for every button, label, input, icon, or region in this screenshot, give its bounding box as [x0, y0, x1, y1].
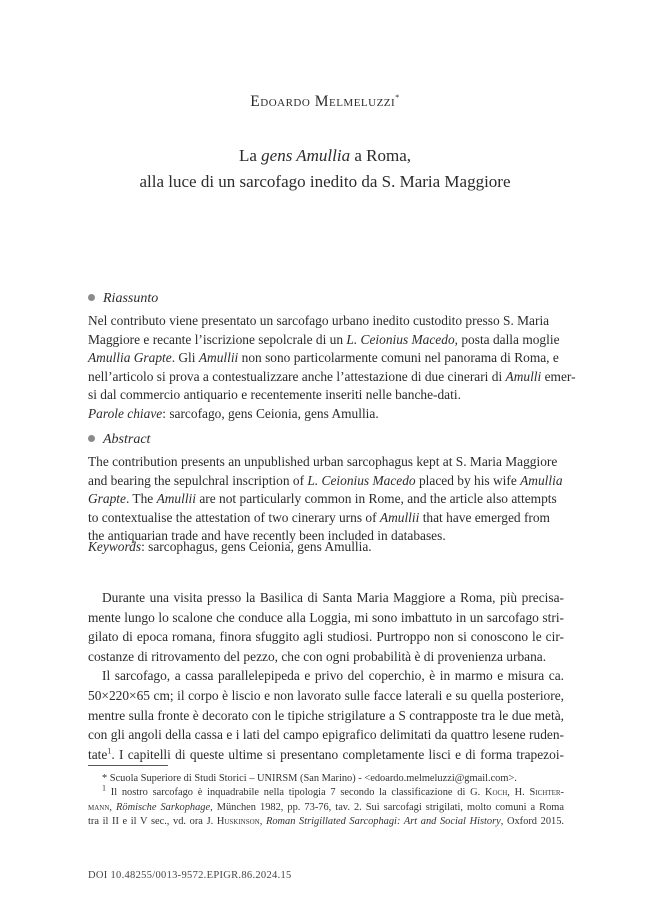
- footnote-1: $^1$ Il nostro sarcofago è inquadrabile nella tipologia 7 secondo la classificazione di G. Koch, H. Sichter-: [102, 783, 564, 799]
- footnote-ref: 1: [107, 746, 112, 756]
- body-line: con gli angoli della cassa e i lati del campo epigrafico delimitati da quattro lesene ruden-: [88, 727, 564, 743]
- body-line: mente lungo lo scalone che conduce alla Loggia, mi sono imbattuto in un sarcofago stri-: [88, 609, 564, 625]
- riassunto-text: Nel contributo viene presentato un sarcofago urbano inedito custodito presso S. Maria Maggiore e recante l’iscrizione sepolcrale di un L. Ceionius Macedo, posta dalla moglie Amullia Grapte. Gli Amullii non sono particolarmente comuni nel panorama di Roma, e nell’articolo si prova a contestualizzare anche l’attestazione di due cinerari di Amulli emer- si dal commercio antiquario e recentemente inseriti nelle banche-dati.: [88, 313, 576, 403]
- riassunto-keywords: Parole chiave: sarcofago, gens Ceionia, gens Amullia.: [88, 406, 379, 421]
- body-text: [88, 588, 564, 764]
- abstract-text: The contribution presents an unpublished urban sarcophagus kept at S. Maria Maggiore and bearing the sepulchral inscription of L. Ceionius Macedo placed by his wife Amullia Grapte. The Amullii are not particularly common in Rome, and the article also attempts to contextualise the attestation of two cinerary urns of Amullii that have emerged from the antiquarian trade and have recently been included in databases.: [88, 454, 563, 544]
- bullet-icon: [88, 435, 95, 442]
- author-footnote-mark: *: [395, 92, 400, 102]
- footnote-affiliation: * Scuola Superiore di Studi Storici – UNIRSM (San Marino) - <edoardo.melmeluzzi@gmail.com>.: [102, 773, 517, 784]
- title-line-2: alla luce di un sarcofago inedito da S. Maria Maggiore: [139, 172, 511, 191]
- body-line: mentre sulla fronte è decorato con le tipiche strigilature a S contrapposte tra le due metà,: [88, 707, 564, 723]
- abstract-heading: Abstract: [88, 432, 150, 448]
- body-line: Il sarcofago, a cassa parallelepipeda e privo del coperchio, è in marmo e misura ca.: [102, 668, 564, 684]
- title-line-1: La gens Amullia a Roma,: [238, 146, 412, 165]
- footnote-separator: [88, 765, 168, 766]
- author-name: Edoardo Melmeluzzi*: [250, 92, 400, 110]
- body-line: costanze di ritrovamento del pezzo, che con ogni probabilità è di provenienza urbana.: [88, 648, 547, 664]
- bullet-icon: [88, 294, 95, 301]
- body-line: Durante una visita presso la Basilica di Santa Maria Maggiore a Roma, più precisa-: [102, 590, 564, 605]
- article-title: [0, 143, 650, 195]
- riassunto-heading: Riassunto: [88, 291, 158, 307]
- body-line: tate$^1$. I capitelli di queste ultime si presentano completamente lisci e di forma trapezoi-: [88, 746, 564, 762]
- footnotes: * Scuola Superiore di Studi Storici – UNIRSM (San Marino) - <edoardo.melmeluzzi@gmail.com>. $^1$ Il nostro sarcofago è inquadrabile nella tipologia 7 secondo la classificazione di G. Koch, H. Sichter- mann, Römische Sarkophage, München 1982, pp. 73-76, tav. 2. Sui sarcofagi strigilati, molto comuni a Roma tra il II e il V sec., vd. ora J. Huskinson, Roman Strigillated Sarcophagi: Art and Social History, Oxford 2015.: [88, 773, 564, 828]
- body-line: 50×220×65 cm; il corpo è liscio e non lavorato sulle facce laterali e su quella posteriore,: [88, 687, 564, 703]
- doi-line: DOI 10.48255/0013-9572.EPIGR.86.2024.15: [88, 870, 292, 881]
- body-line: gilato di epoca romana, finora sfuggito agli studiosi. Purtroppo non si conoscono le cir-: [88, 629, 564, 645]
- abstract-keywords: Keywords: sarcophagus, gens Ceionia, gens Amullia.: [88, 539, 372, 554]
